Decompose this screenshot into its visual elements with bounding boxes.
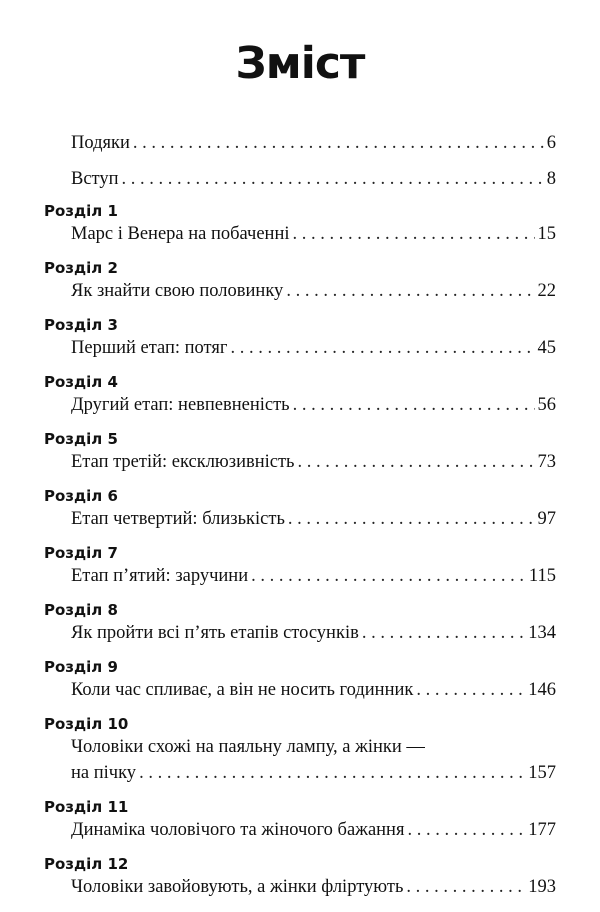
entry-page: 45 <box>537 338 556 358</box>
table-of-contents <box>0 130 600 912</box>
chapter-label: Розділ 4 <box>44 373 118 391</box>
entry-page: 157 <box>528 763 556 783</box>
chapter-label: Розділ 6 <box>44 487 118 505</box>
toc-entry[interactable] <box>71 620 556 646</box>
toc-chapter-7[interactable] <box>0 544 600 589</box>
chapter-label: Розділ 10 <box>44 715 129 733</box>
toc-entry[interactable] <box>71 760 556 786</box>
entry-title: Етап п’ятий: заручини <box>71 566 249 586</box>
toc-entry[interactable] <box>71 392 556 418</box>
toc-entry[interactable] <box>71 278 556 304</box>
chapter-label: Розділ 5 <box>44 430 118 448</box>
entry-page: 22 <box>537 281 556 301</box>
toc-entry[interactable] <box>71 677 556 703</box>
leader-dots <box>288 506 535 532</box>
leader-dots <box>231 335 535 361</box>
entry-page: 115 <box>528 566 556 586</box>
leader-dots <box>251 563 526 589</box>
chapter-label: Розділ 8 <box>44 601 118 619</box>
leader-dots <box>297 449 534 475</box>
entry-title-line1: Чоловіки схожі на паяльну лампу, а жінки — <box>71 737 425 757</box>
leader-dots <box>133 130 544 156</box>
toc-chapter-5[interactable] <box>0 430 600 475</box>
chapter-label: Розділ 1 <box>44 202 118 220</box>
entry-title: Марс і Венера на побаченні <box>71 224 290 244</box>
leader-dots <box>139 760 525 786</box>
leader-dots <box>416 677 525 703</box>
toc-intro <box>0 130 600 192</box>
leader-dots <box>362 620 525 646</box>
toc-entry[interactable] <box>71 817 556 843</box>
entry-title: Динаміка чоловічого та жіночого бажання <box>71 820 405 840</box>
entry-page: 97 <box>537 509 556 529</box>
entry-page: 15 <box>537 224 556 244</box>
entry-title: Другий етап: невпевненість <box>71 395 290 415</box>
chapter-label: Розділ 12 <box>44 855 129 873</box>
entry-title: Подяки <box>71 133 130 153</box>
entry-page: 8 <box>546 169 556 189</box>
leader-dots <box>293 392 535 418</box>
leader-dots <box>122 166 544 192</box>
entry-page: 6 <box>546 133 556 153</box>
chapter-label: Розділ 3 <box>44 316 118 334</box>
leader-dots <box>293 221 535 247</box>
entry-page: 56 <box>537 395 556 415</box>
toc-entry-acknowledgements[interactable] <box>71 130 556 156</box>
leader-dots <box>407 817 525 843</box>
entry-title: Вступ <box>71 169 119 189</box>
toc-chapter-3[interactable] <box>0 316 600 361</box>
entry-page: 73 <box>537 452 556 472</box>
toc-entry[interactable] <box>71 563 556 589</box>
chapter-label: Розділ 2 <box>44 259 118 277</box>
entry-page: 177 <box>528 820 556 840</box>
leader-dots <box>286 278 534 304</box>
entry-title: на пічку <box>71 763 137 783</box>
entry-page: 134 <box>528 623 556 643</box>
toc-entry[interactable] <box>71 874 556 900</box>
entry-title: Як пройти всі п’ять етапів стосунків <box>71 623 359 643</box>
toc-entry-introduction[interactable] <box>71 166 556 192</box>
chapter-label: Розділ 9 <box>44 658 118 676</box>
toc-chapter-9[interactable] <box>0 658 600 703</box>
toc-chapter-10[interactable] <box>0 715 600 786</box>
chapter-label: Розділ 7 <box>44 544 118 562</box>
toc-chapter-2[interactable] <box>0 259 600 304</box>
toc-entry[interactable] <box>71 335 556 361</box>
entry-title: Перший етап: потяг <box>71 338 228 358</box>
entry-page: 193 <box>528 877 556 897</box>
entry-title: Етап третій: ексклюзивність <box>71 452 295 472</box>
toc-chapter-1[interactable] <box>0 202 600 247</box>
toc-entry[interactable] <box>71 221 556 247</box>
toc-entry[interactable] <box>71 506 556 532</box>
entry-title: Етап четвертий: близькість <box>71 509 285 529</box>
toc-chapter-4[interactable] <box>0 373 600 418</box>
toc-entry[interactable] <box>71 449 556 475</box>
chapter-label: Розділ 11 <box>44 798 129 816</box>
toc-chapter-6[interactable] <box>0 487 600 532</box>
entry-title: Чоловіки завойовують, а жінки фліртують <box>71 877 404 897</box>
toc-chapter-8[interactable] <box>0 601 600 646</box>
entry-title: Коли час спливає, а він не носить годинник <box>71 680 414 700</box>
leader-dots <box>406 874 525 900</box>
toc-chapter-11[interactable] <box>0 798 600 843</box>
page-title: Зміст <box>235 38 365 89</box>
entry-page: 146 <box>528 680 556 700</box>
entry-title: Як знайти свою половинку <box>71 281 284 301</box>
toc-chapter-12[interactable] <box>0 855 600 900</box>
